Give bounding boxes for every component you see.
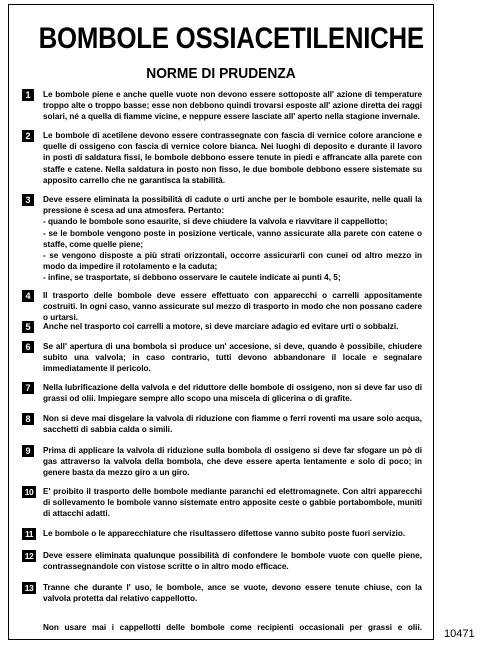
sign-subtitle: NORME DI PRUDENZA — [146, 65, 296, 82]
rule-text: Non si deve mai disgelare la valvola di riduzione con fiamme o ferri roventi ma usare solo acqua, sacchetti di sabbia calda o simili. — [43, 414, 422, 435]
rule-number: 12 — [22, 550, 36, 562]
rule-1 — [22, 89, 422, 123]
rule-number: 11 — [22, 528, 36, 540]
rule-number: 6 — [22, 341, 34, 353]
rule-4 — [22, 290, 422, 324]
rule-text: E' proibito il trasporto delle bombole mediante paranchi ed elettromagnete. Con altri apparecchi di sollevamento le bombole vanno sistemate entro apposite ceste o gabbie portabombole, muniti di attacchi adatti. — [43, 487, 422, 519]
closing-note: Non usare mai i cappellotti delle bombole come recipienti occasionali per grassi e olii. — [43, 623, 422, 632]
rule-text: Le bombole di acetilene devono essere contrassegnate con fascia di vernice colore arancione e quelle di ossigeno con fascia di vernice colore bianca. Nei luoghi di deposito e durante il lavoro in posti di saldatura fissi, le bombole debbono essere tenute in piedi e affrancate alla parete con staffe e catene. Nella saldatura in posto non fisso, le due bombole debbono essere sistemate su apposito carrello che ne garantisca la stabilità. — [43, 131, 422, 185]
rule-number: 5 — [22, 321, 34, 333]
rule-text: Anche nel trasporto coi carrelli a motore, si deve marciare adagio ed evitare urti o sobbalzi. — [43, 322, 399, 331]
rule-text: Deve essere eliminata qualunque possibilità di confondere le bombole vuote con quelle piene, contrassegnandole con vistose scritte o in altro modo efficace. — [43, 551, 422, 572]
rule-number: 2 — [22, 130, 34, 142]
rule-number: 10 — [22, 486, 36, 498]
rule-9 — [22, 445, 422, 479]
rule-11 — [22, 528, 422, 539]
rule-10 — [22, 486, 422, 520]
rule-number: 4 — [22, 290, 34, 302]
rule-12 — [22, 550, 422, 572]
rule-text: Le bombole o le apparecchiature che risultassero difettose vanno subito poste fuori servizio. — [43, 529, 406, 538]
product-code: 10471 — [444, 628, 475, 640]
rule-text: Prima di applicare la valvola di riduzione sulla bombola di ossigeno si deve far sfogare un pò di gas attraverso la valvola della bombola, che deve essere aperta lentamente e solo di poco; in genere basta da mezzo giro a un giro. — [43, 446, 422, 478]
sign-title: BOMBOLE OSSIACETILENICHE — [38, 22, 424, 55]
rule-13 — [22, 582, 422, 604]
rule-8 — [22, 413, 422, 435]
rule-7 — [22, 382, 422, 404]
rule-2 — [22, 130, 422, 186]
rule-3 — [22, 194, 422, 284]
rule-number: 9 — [22, 445, 34, 457]
rule-text: Le bombole piene e anche quelle vuote non devono essere sottoposte all' azione di temperature troppo alte o troppo basse; esse non debbono quindi trovarsi esposte all' azione diretta dei raggi solari, né a quella di fiamme vicine, e neppure essere lasciate all' aperto nella stagione invernale. — [43, 90, 422, 122]
rule-6 — [22, 341, 422, 375]
safety-sign — [8, 4, 434, 640]
rule-number: 3 — [22, 194, 34, 206]
rule-text: Il trasporto delle bombole deve essere effettuato con apparecchi o carrelli appositamente costruiti. In ogni caso, vanno assicurate sul mezzo di trasporto in modo che non possano cadere o urtarsi. — [43, 291, 422, 323]
rule-number: 1 — [22, 89, 34, 101]
rule-text: Se all' apertura di una bombola si produce un' accesione, si deve, quando è possibile, chiudere subito una valvola; in caso contrario, tutti devono abbandonare il locale e segnalare immediatamente il pericolo. — [43, 342, 422, 374]
rule-text: Tranne che durante l' uso, le bombole, ance se vuote, devono essere tenute chiuse, con la valvola protetta dal relativo cappellotto. — [43, 583, 422, 604]
rule-5 — [22, 321, 422, 332]
rule-text: Nella lubrificazione della valvola e del riduttore delle bombole di ossigeno, non si deve far uso di grassi od olii. Impiegare sempre allo scopo una miscela di glicerina o di grafite. — [43, 383, 422, 404]
rule-number: 13 — [22, 582, 36, 594]
rule-text: Deve essere eliminata la possibilità di cadute o urti anche per le bombole esaurite, nelle quali la pressione è scesa ad una atmosfera. Pertanto: - quando le bombole sono esaurite, si deve chiudere la valvola e riavvitare il cappellotto; - se le bombole vengono poste in posizione verticale, vanno assicurate alla parete con catene o staffe, come quelle piene; - se vengono disposte a più strati orizzontali, occorre assicurarli con cunei od altro mezzo in modo da impedire il rotolamento e la caduta; - infine, se trasportate, si debbono osservare le cautele indicate ai punti 4, 5; — [43, 195, 422, 283]
rule-number: 8 — [22, 413, 34, 425]
rule-number: 7 — [22, 382, 34, 394]
